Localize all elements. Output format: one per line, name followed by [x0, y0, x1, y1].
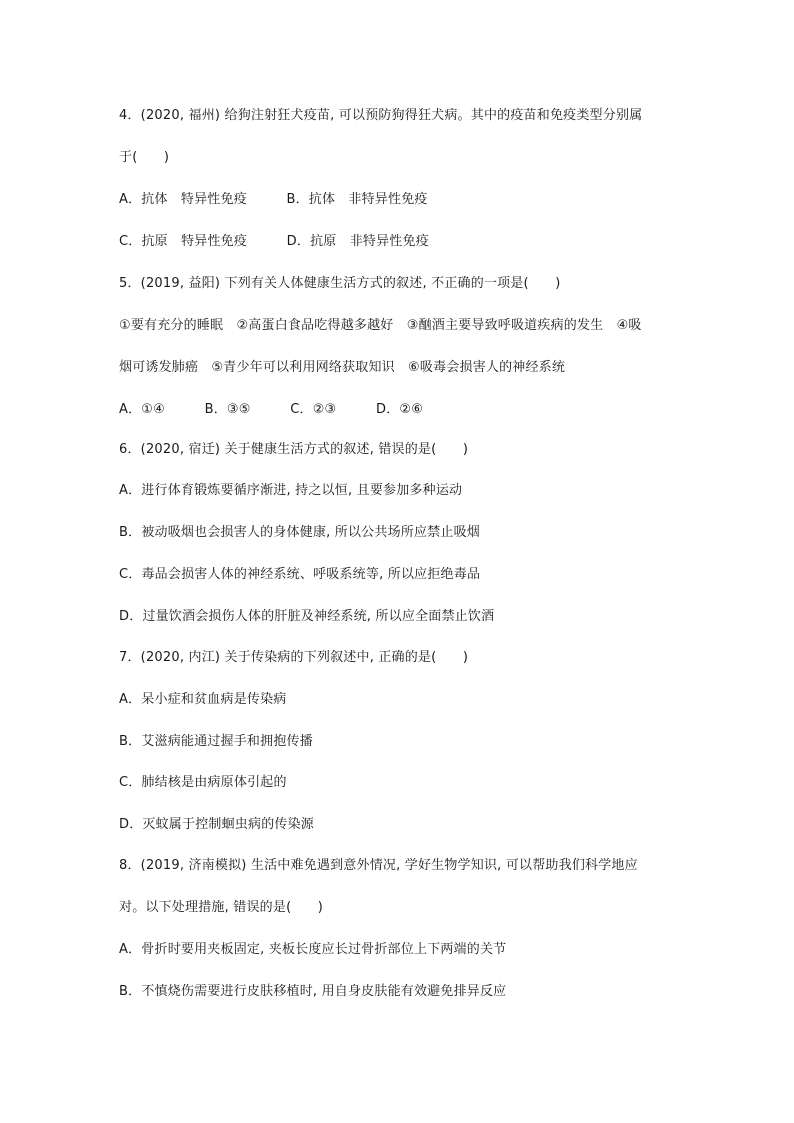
question-6-stem: 6．(2020, 宿迁) 关于健康生活方式的叙述, 错误的是( ): [119, 442, 469, 457]
question-5-options: A．①④ B．③⑤ C．②③ D．②⑥: [119, 402, 424, 417]
question-6-option-c: C．毒品会损害人体的神经系统、呼吸系统等, 所以应拒绝毒品: [119, 567, 481, 582]
question-7-option-d: D．灭蚊属于控制蛔虫病的传染源: [119, 817, 315, 832]
question-4-options-ab: A．抗体 特异性免疫 B．抗体 非特异性免疫: [119, 192, 428, 207]
question-8-stem-line-1: 8．(2019, 济南模拟) 生活中难免遇到意外情况, 学好生物学知识, 可以帮助我们科学地应: [119, 858, 638, 873]
question-5-stem-line-3: 烟可诱发肺癌 ⑤青少年可以利用网络获取知识 ⑥吸毒会损害人的神经系统: [119, 360, 566, 375]
question-5-stem-line-2: ①要有充分的睡眠 ②高蛋白食品吃得越多越好 ③酗酒主要导致呼吸道疾病的发生 ④吸: [119, 318, 642, 333]
question-8-option-b: B．不慎烧伤需要进行皮肤移植时, 用自身皮肤能有效避免排异反应: [119, 984, 507, 999]
question-4-options-cd: C．抗原 特异性免疫 D．抗原 非特异性免疫: [119, 234, 429, 249]
question-5-stem-line-1: 5．(2019, 益阳) 下列有关人体健康生活方式的叙述, 不正确的一项是( ): [119, 276, 561, 291]
question-7-option-b: B．艾滋病能通过握手和拥抱传播: [119, 734, 313, 749]
question-8-option-a: A．骨折时要用夹板固定, 夹板长度应长过骨折部位上下两端的关节: [119, 942, 507, 957]
question-7-option-a: A．呆小症和贫血病是传染病: [119, 692, 287, 707]
question-6-option-d: D．过量饮酒会损伤人体的肝脏及神经系统, 所以应全面禁止饮酒: [119, 609, 495, 624]
question-7-option-c: C．肺结核是由病原体引起的: [119, 775, 287, 790]
question-4-stem-line-2: 于( ): [119, 150, 170, 165]
question-6-option-a: A．进行体育锻炼要循序渐进, 持之以恒, 且要参加多种运动: [119, 483, 463, 498]
question-4-stem-line-1: 4．(2020, 福州) 给狗注射狂犬疫苗, 可以预防狗得狂犬病。其中的疫苗和免疫类型分别属: [119, 108, 643, 123]
question-8-stem-line-2: 对。以下处理措施, 错误的是( ): [119, 900, 324, 915]
question-6-option-b: B．被动吸烟也会损害人的身体健康, 所以公共场所应禁止吸烟: [119, 525, 480, 540]
question-7-stem: 7．(2020, 内江) 关于传染病的下列叙述中, 正确的是( ): [119, 650, 469, 665]
